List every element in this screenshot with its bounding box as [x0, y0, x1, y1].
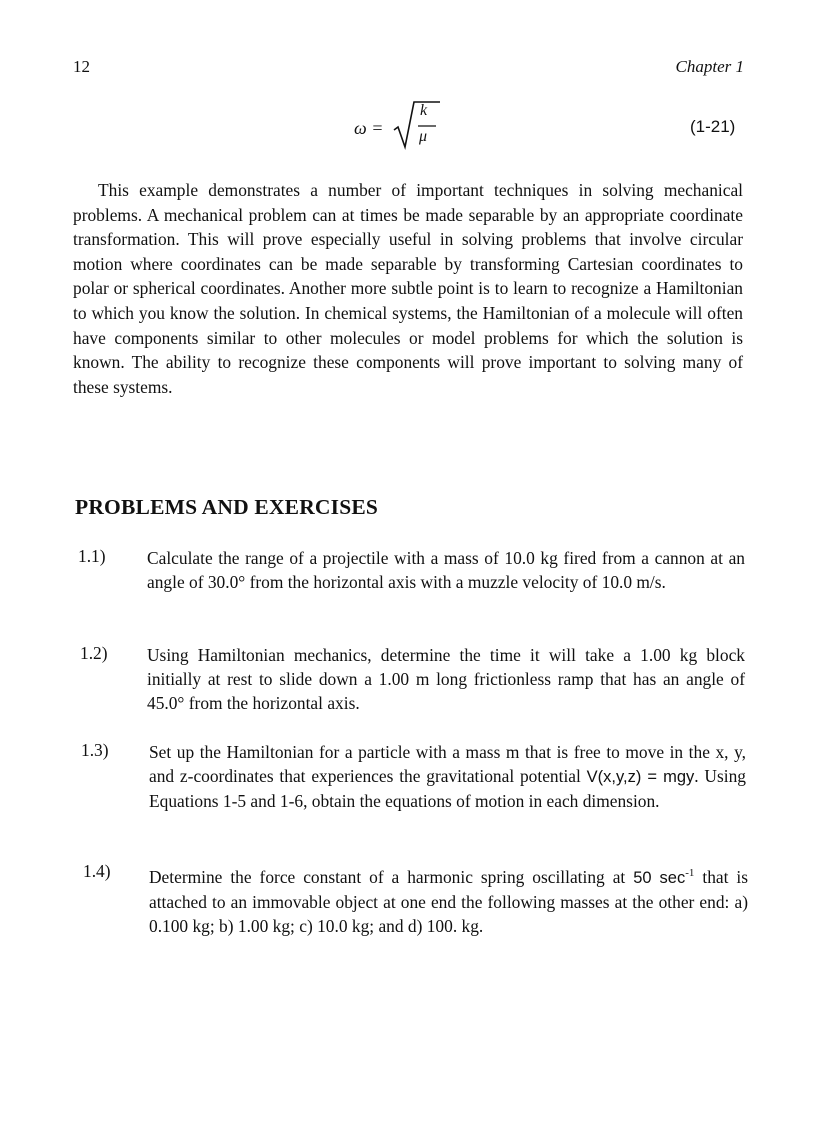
page-number: 12	[73, 57, 90, 76]
problem-text: Using Hamiltonian mechanics, determine the time it will take a 1.00 kg block initially at rest to slide down a 1.00 m long frictionless ramp that has an angle of 45.0° from the horizontal axis.	[147, 645, 745, 714]
equation-lhs: ω =	[354, 118, 384, 138]
problem-text: Calculate the range of a projectile with a mass of 10.0 kg fired from a cannon at an angle of 30.0° from the horizontal axis with a muzzle velocity of 10.0 m/s.	[147, 548, 745, 593]
chapter-label: Chapter 1	[675, 57, 744, 76]
frequency-exponent: -1	[685, 867, 695, 879]
problem-text	[149, 861, 748, 938]
problem-number: 1.4)	[83, 861, 111, 881]
equation-numerator: k	[420, 102, 428, 119]
equation-denominator: μ	[419, 128, 428, 145]
problem-number: 1.2)	[80, 643, 108, 663]
problem-text-part: Set up the Hamiltonian for a particle with a mass m that is free to move in the x, y, and z-coordinates that experiences the gravitational potential	[149, 742, 746, 787]
problem-text-part: that is attached to an immovable object at one end the following masses at the other end: a) 0.100 kg; b) 1.00 kg; c) 10.0 kg; and d) 100. kg.	[149, 866, 749, 937]
problem-number: 1.3)	[81, 740, 109, 760]
section-heading: PROBLEMS AND EXERCISES	[75, 495, 379, 519]
body-paragraph: This example demonstrates a number of important techniques in solving mechanical problems. A mechanical problem can at times be made separable by an appropriate coordinate transformation. This will prove especially useful in solving problems that involve circular motion where coordinates can be made separable by transforming Cartesian coordinates to polar or spherical coordinates. Another more subtle point is to learn to recognize a Hamiltonian to which you know the solution. In chemical systems, the Hamiltonian of a molecule will often have components similar to other molecules or model problems for which the solution is known. The ability to recognize these components will prove important to solving many of these systems.	[73, 180, 743, 397]
problem-text	[149, 740, 746, 814]
problem-number: 1.1)	[78, 546, 106, 566]
potential-formula: V(x,y,z) = mgy	[586, 768, 695, 787]
frequency-value: 50	[633, 868, 652, 887]
problem-text-part: . Using Equations 1-5 and 1-6, obtain the equations of motion in each dimension.	[149, 766, 746, 812]
equation-number: (1-21)	[690, 117, 736, 136]
problem-text-part: Determine the force constant of a harmonic spring oscillating at	[149, 866, 626, 887]
equation-1-21	[0, 100, 816, 152]
sqrt-symbol	[392, 100, 442, 152]
frequency-unit: sec	[659, 868, 686, 887]
